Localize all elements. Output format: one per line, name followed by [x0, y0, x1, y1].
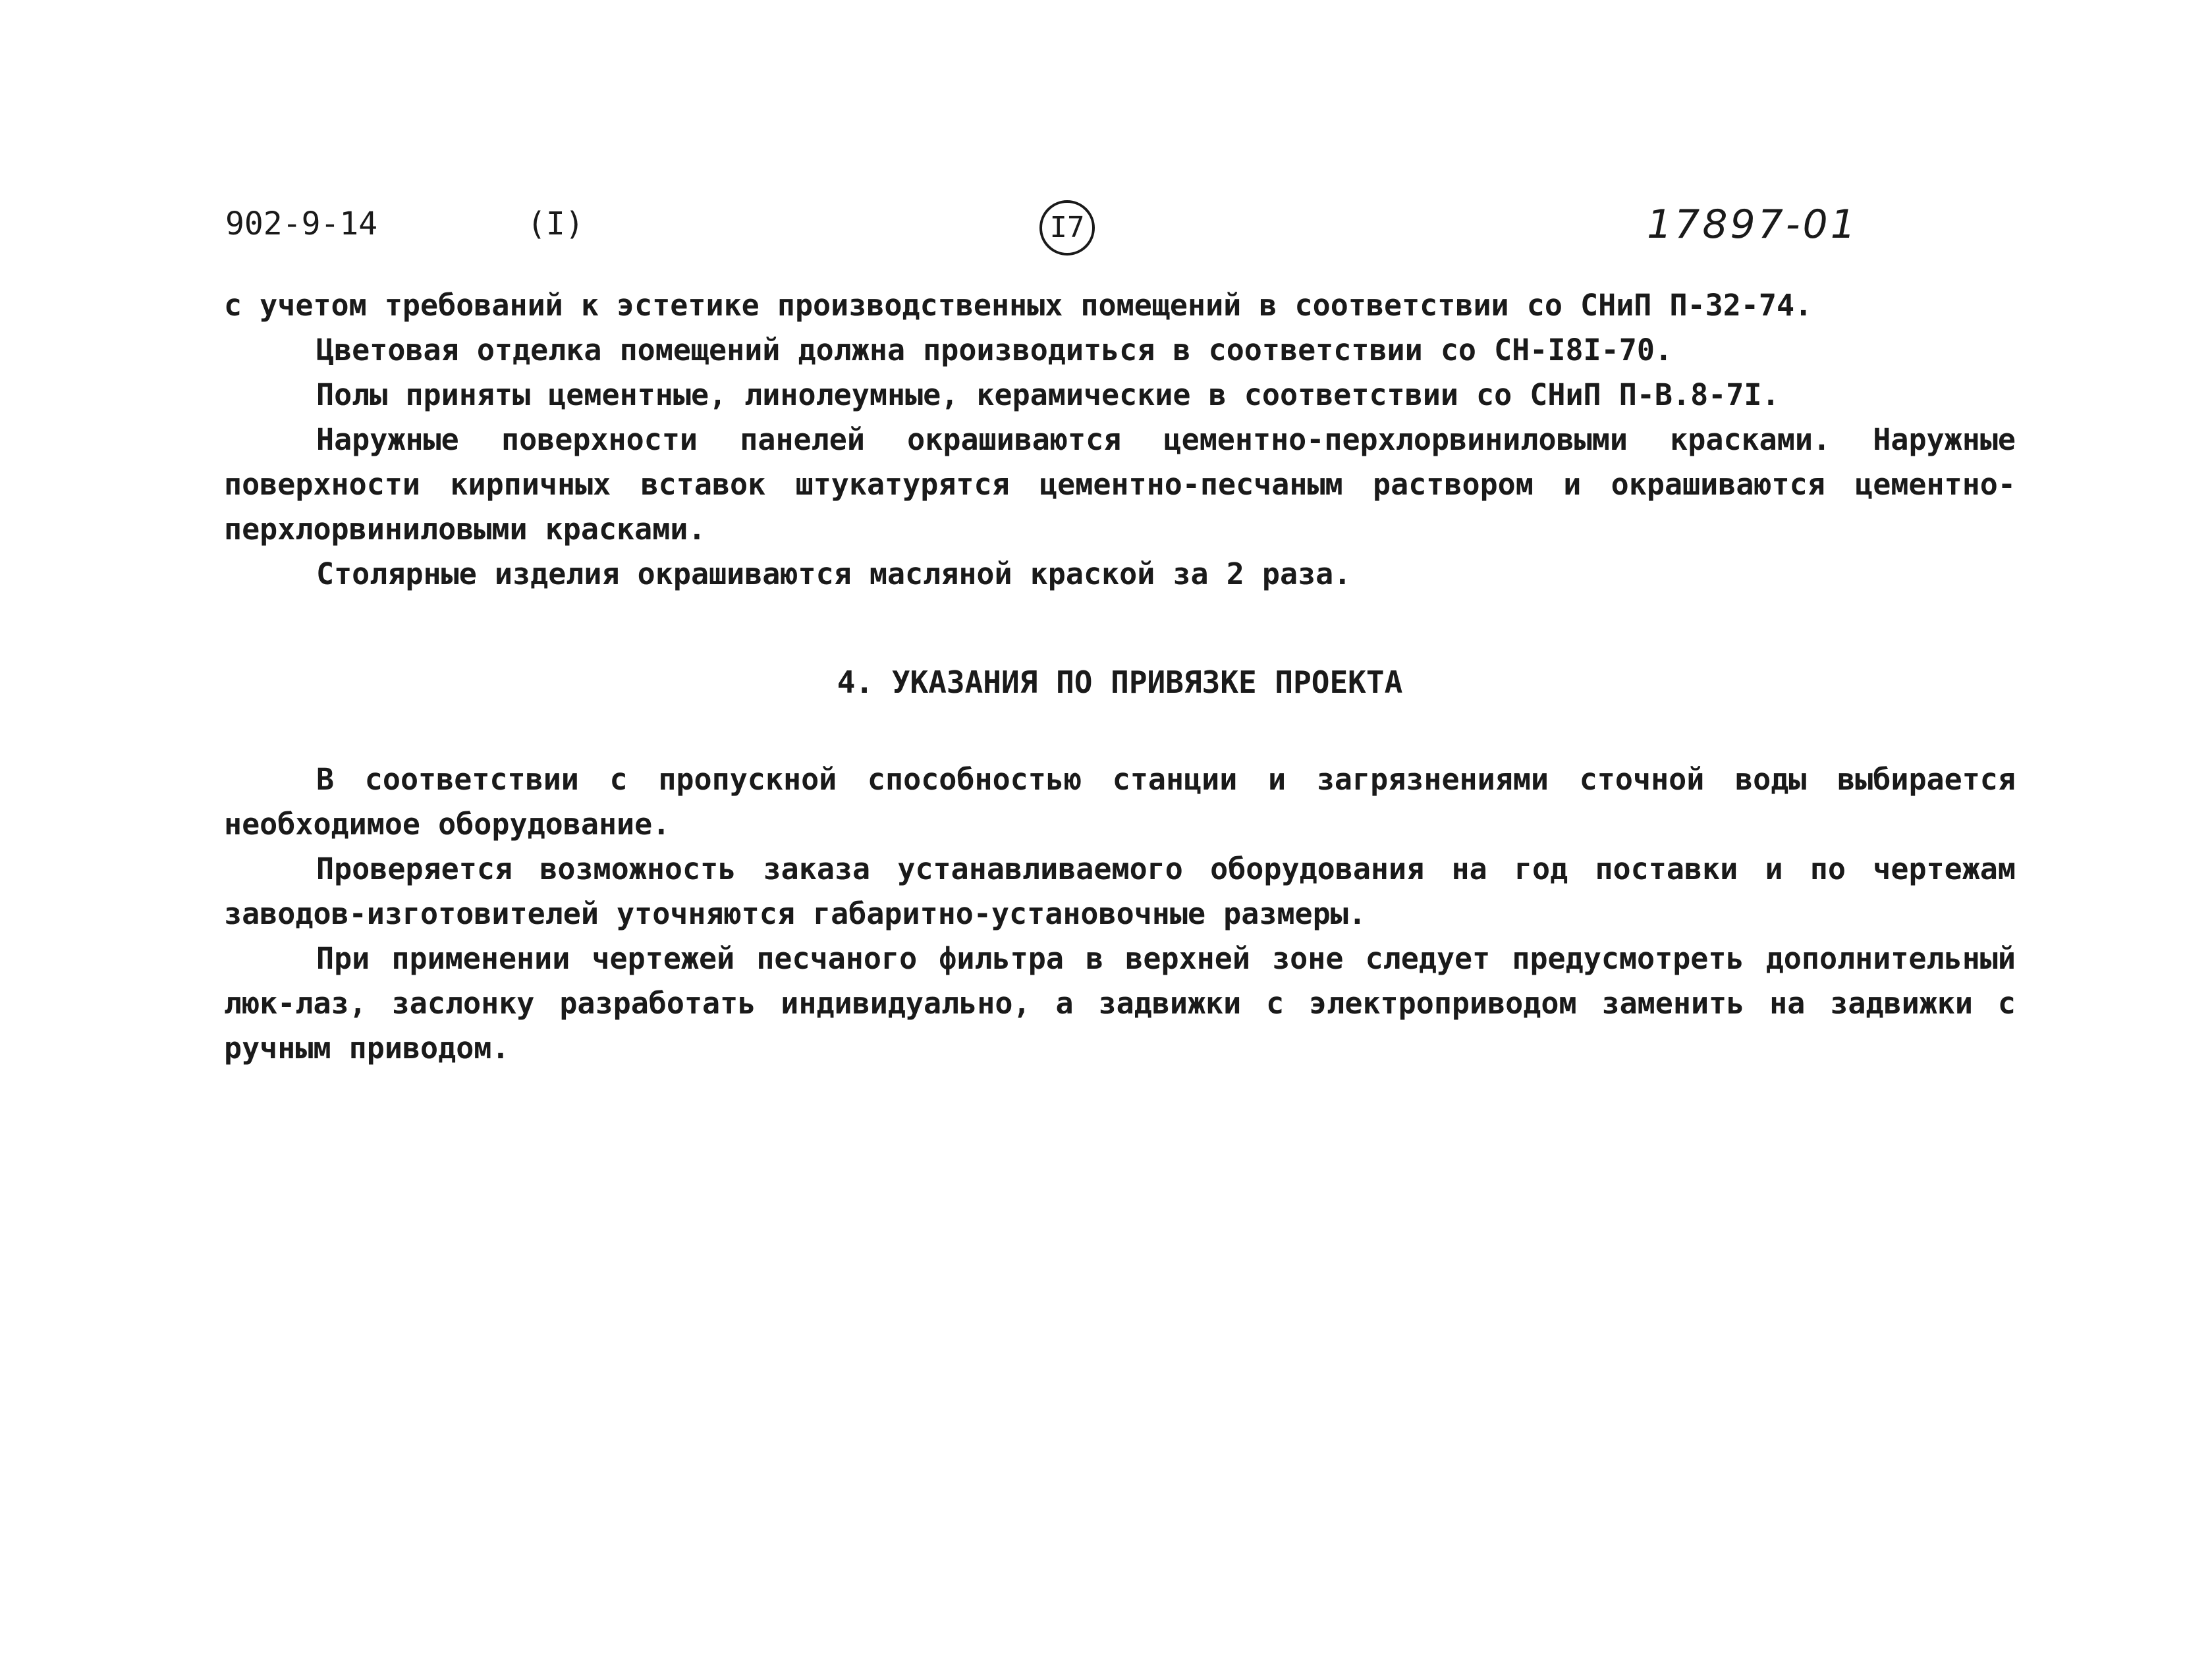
section-title: 4. УКАЗАНИЯ ПО ПРИВЯЗКЕ ПРОЕКТА [837, 664, 1403, 700]
document-code: 902-9-14 [225, 205, 378, 242]
sheet-part: (I) [527, 205, 584, 242]
page-number: I7 [1039, 200, 1095, 256]
paragraph: Наружные поверхности панелей окрашиваются цементно-перхлорвиниловыми красками. Наружные поверхности кирпичных вставок штукатурятся цементно-песчаным раствором и окрашиваются цементно-перхлорвиниловыми красками. [224, 422, 2016, 547]
paragraph: с учетом требований к эстетике производственных помещений в соответствии со СНиП П-32-74. [224, 288, 1813, 323]
paragraph: Столярные изделия окрашиваются масляной краской за 2 раза. [316, 556, 1352, 591]
paragraph: Цветовая отделка помещений должна производиться в соответствии со СН-I8I-70. [316, 333, 1673, 367]
paragraph: В соответствии с пропускной способностью станции и загрязнениями сточной воды выбирается необходимое оборудование. [224, 762, 2016, 842]
paragraph: Полы приняты цементные, линолеумные, керамические в соответствии со СНиП П-В.8-7I. [316, 377, 1780, 412]
section-3-continuation [224, 283, 2016, 597]
archive-number: 17897-01 [1647, 202, 1858, 248]
paragraph: При применении чертежей песчаного фильтра в верхней зоне следует предусмотреть дополнительный люк-лаз, заслонку разработать индивидуально, а задвижки с электроприводом заменить на задвижки с ручным приводом. [224, 941, 2016, 1066]
section-4-body [224, 757, 2016, 1071]
paragraph: Проверяется возможность заказа устанавливаемого оборудования на год поставки и по чертежам заводов-изготовителей уточняются габаритно-установочные размеры. [224, 851, 2016, 931]
